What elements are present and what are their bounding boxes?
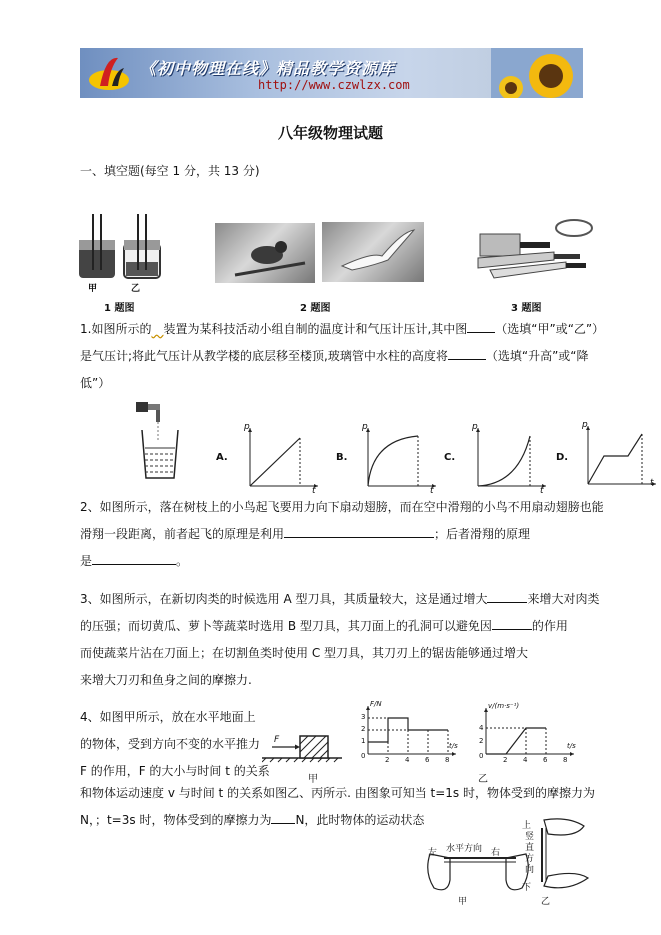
caption-fig3: 3 题图 [511,303,542,314]
hands-vertical-figure [532,816,596,896]
f-tick-t6: 6 [425,756,430,764]
q3-line2: 的压强；而切黄瓜、萝卜等蔬菜时选用 B 型刀具，其刀面 [80,619,384,633]
sunflower-icon [491,48,583,98]
q5-fig-label-jia: 甲 [458,897,468,907]
q2-blank-2[interactable] [92,564,176,565]
q3-blank-2[interactable] [492,629,532,630]
bird-icon [215,223,315,283]
option-a-y-label: p [244,422,250,432]
option-b-label: B. [336,452,348,463]
block-force-figure [262,728,342,764]
v-tick-2: 2 [479,737,484,745]
q3-line1b: 来增大对肉类 [527,592,600,606]
question-4-body [80,780,595,834]
q2-line2: 滑翔一段距离，前者起飞的原理是利用 [80,527,285,541]
graph-option-d [578,422,660,492]
q1-blank-1[interactable] [467,332,495,333]
bird-perched-photo [215,223,315,283]
q1-line2: 是气压计;将此气压计从教学楼的底层移至楼顶,玻璃管中水柱的高度将 [80,349,448,363]
v-tick-t4: 4 [523,756,528,764]
q1-line2b: （选填“升高”或“降 [485,349,589,363]
f-tick-1: 1 [361,737,366,745]
f-tick-2: 2 [361,725,366,733]
v-tick-t6: 6 [543,756,548,764]
label-vertical: 竖直方向 [525,832,535,875]
q1-text-a: 1.如图所示的 [80,322,152,336]
q1-text-c: （选填“甲”或“乙”） [495,322,605,336]
f-tick-0: 0 [361,752,366,760]
option-c-y-label: p [472,422,478,432]
thermometer-barometer-figure [76,210,171,290]
q1-line3: 低”） [80,376,111,390]
option-a-label: A. [216,452,228,463]
option-d-y-label: p [582,420,588,430]
header-banner [80,48,583,98]
banner-url[interactable]: http://www.czwlzx.com [258,78,410,92]
option-d-label: D. [556,452,569,463]
q5-fig-label-yi: 乙 [541,897,551,907]
knives-figure [470,214,596,294]
logo-icon [86,52,132,94]
f-tick-t8: 8 [445,756,450,764]
section-heading: 一、填空题(每空 1 分，共 13 分) [80,164,260,178]
q3-line3b: 上；在切割鱼类时使用 C 型刀具，其刀刃上的锯齿能 [188,646,469,660]
v-tick-t2: 2 [503,756,508,764]
fig-label-jia: 甲 [88,284,98,294]
v-tick-0: 0 [479,752,484,760]
q1-text-b: 装置为某科技活动小组自制的温度计和气压计压计,其中图 [163,322,468,336]
f-tick-3: 3 [361,713,366,721]
q3-line4: 来增大刀刃和鱼身之间的摩擦力. [80,673,252,687]
caption-fig1: 1 题图 [104,303,135,314]
fig-label-yi: 乙 [131,284,141,294]
option-d-x-label: t [650,478,654,488]
f-tick-t2: 2 [385,756,390,764]
caption-fig2: 2 题图 [300,303,331,314]
q3-line2b: 上的孔洞可以避免因 [383,619,492,633]
graph-option-a [240,424,322,494]
label-up: 上 [522,821,532,831]
question-1 [80,316,605,397]
option-c-x-label: t [540,486,544,496]
label-left: 左 [428,848,438,858]
q2-line3: 是 [80,554,93,568]
v-tick-4: 4 [479,724,484,732]
q1-blank-2[interactable] [448,359,486,360]
banner-title: 《初中物理在线》精品教学资源库 [140,59,396,78]
f-tick-t4: 4 [405,756,410,764]
q3-line3c: 够通过增大 [468,646,529,660]
q2-line1: 2、如图所示，落在树枝上的小鸟起飞要用力向下扇动翅膀，而在空中滑翔的小鸟不用扇动翅膀也能 [80,500,604,514]
label-down: 下 [522,883,532,893]
q4-line2: 的物体，受到方向不变的水平推力 [80,737,261,751]
q2-line2b: ；后者滑翔的原理 [434,527,531,541]
q3-line3: 而使蔬菜片沾在刀面 [80,646,189,660]
q4-line5a: N，；t=3s 时，物体受到的摩擦力为 [80,813,272,827]
option-a-x-label: t [312,486,316,496]
q2-blank-1[interactable] [284,537,434,538]
q2-line3b: 。 [176,554,189,568]
f-axis-label: F/N [370,700,382,708]
q4-line3: F 的作用，F 的大小与时间 t 的关系 [80,764,270,778]
v-axis-label: v/(m·s⁻¹) [488,702,520,710]
q4-fig-label-yi: 乙 [478,774,488,785]
v-tick-t8: 8 [563,756,568,764]
bird-gliding-photo [322,222,424,282]
f-t-axis-label: t/s [449,742,458,750]
option-c-label: C. [444,452,456,463]
q3-blank-1[interactable] [487,602,527,603]
question-3 [80,586,600,694]
q3-line1: 3、如图所示，在新切肉类的时候选用 A 型刀具，其质量较大，这是通过增大 [80,592,488,606]
q4-line1: 4、如图甲所示，放在水平地面上 [80,710,256,724]
label-right: 右 [491,848,501,858]
graph-option-c [468,424,550,494]
q3-line2c: 的作用 [531,619,568,633]
page-title: 八年级物理试题 [277,124,383,142]
option-b-y-label: p [362,422,368,432]
question-4-intro [80,704,280,785]
graph-option-b [358,424,440,494]
q4-fig-label-jia: 甲 [308,774,318,785]
q4-blank-1[interactable] [271,823,295,824]
label-horizontal: 水平方向 [446,844,483,854]
q4-line4: 和物体运动速度 v 与时间 t 的关系如图乙、丙所示. 由图象可知当 t=1s 时，物体受到的摩擦力为 [80,786,595,800]
v-t-axis-label: t/s [567,742,576,750]
gliding-bird-icon [322,222,424,282]
question-2 [80,494,604,575]
beaker-tap-figure [128,400,188,482]
q4-line5b: N，此时物体的运动状态 [295,813,425,827]
option-b-x-label: t [430,486,434,496]
force-label: F [274,735,280,745]
